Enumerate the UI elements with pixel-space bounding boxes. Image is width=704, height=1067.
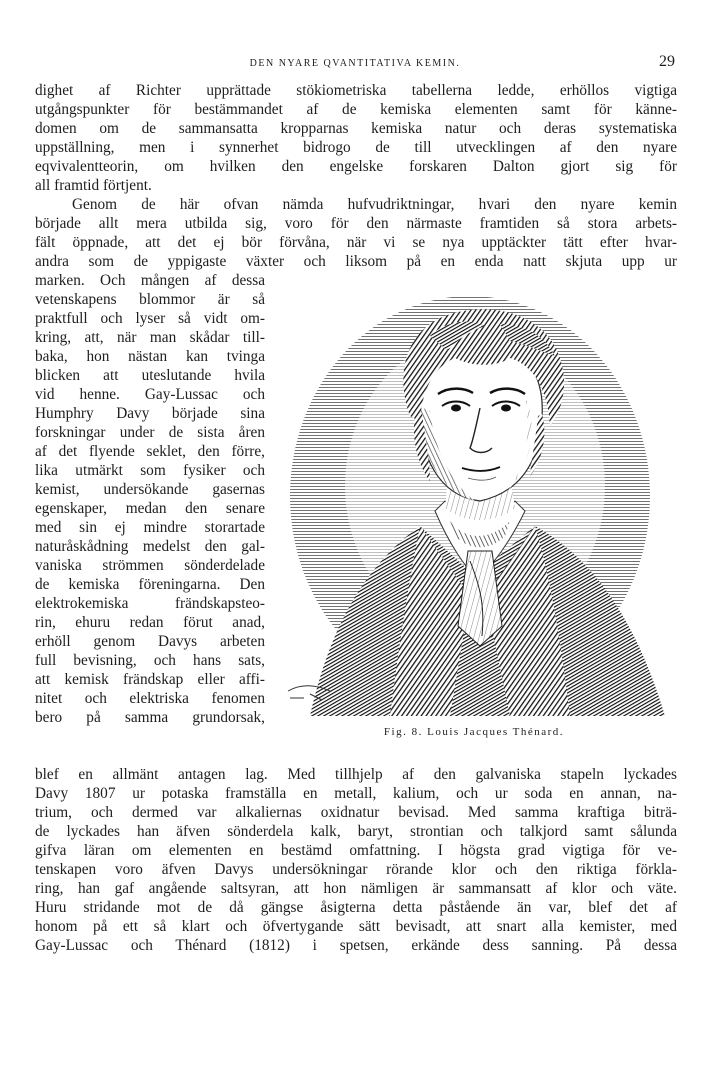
text-line: egenskaper, medan den senare (35, 500, 265, 517)
text-line: af det flyende seklet, den förre, (35, 443, 265, 460)
text-line: rin, ehuru redan förut anad, (35, 614, 265, 631)
text-line: lika utmärkt som fysiker och (35, 462, 265, 479)
text-line: fält öppnade, att det ej bör förvåna, när vi se nya upptäckter tätt efter hvar- (35, 234, 677, 251)
text-line: marken. Och mången af dessa (35, 272, 265, 289)
text-line: Huru stridande mot de då gängse åsigterna detta påstående än var, blef det af (35, 899, 677, 916)
page-number: 29 (659, 53, 675, 70)
text-line: började allt mera utbilda sig, voro för den närmaste framtiden så stora arbets- (35, 215, 677, 232)
text-line: kring, att, när man skådar till- (35, 329, 265, 346)
text-line: tenskapen voro äfven Davys undersökningar rörande klor och den riktiga förkla- (35, 861, 677, 878)
figure-caption: Fig. 8. Louis Jacques Thénard. (383, 726, 565, 738)
text-line: blicken att uteslutande hvila (35, 367, 265, 384)
text-line: blef en allmänt antagen lag. Med tillhjelp af den galvaniska stapeln lyckades (35, 766, 677, 783)
text-line: baka, hon nästan kan tvinga (35, 348, 265, 365)
text-line: gifva läran om elementen en bestämd omfattning. I högsta grad vigtiga för ve- (35, 842, 677, 859)
text-line: erhöll genom Davys arbeten (35, 633, 265, 650)
figure-portrait (270, 296, 678, 746)
text-line: att kemisk frändskap eller affi- (35, 671, 265, 688)
text-line: vaniska strömmen sönderdelade (35, 557, 265, 574)
text-line: Davy 1807 ur potaska framställa en metall, kalium, och ur soda en annan, na- (35, 785, 677, 802)
text-line: naturåskådning medelst den gal- (35, 538, 265, 555)
text-line: de lyckades han äfven sönderdela kalk, baryt, strontian och talkjord samt sålunda (35, 823, 677, 840)
page-header (35, 53, 675, 74)
text-line: eqvivalentteorin, om hvilken den engelske forskaren Dalton gjort sig för (35, 158, 677, 175)
text-line: praktfull och lyser så vidt om- (35, 310, 265, 327)
text-line: nitet och elektriska fenomen (35, 690, 265, 707)
text-line: dighet af Richter upprättade stökiometriska tabellerna ledde, erhöllos vigtiga (35, 82, 677, 99)
text-line: kemist, undersökande gasernas (35, 481, 265, 498)
text-line: utgångspunkter för bestämmandet af de kemiska elementen samt för känne- (35, 101, 677, 118)
text-line: forskningar under de sista åren (35, 424, 265, 441)
text-line: full bevisning, och hans sats, (35, 652, 265, 669)
text-line: all framtid förtjent. (35, 177, 152, 194)
text-line: Humphry Davy började sina (35, 405, 265, 422)
text-line: domen om de sammansatta kropparnas kemiska natur och deras systematiska (35, 120, 677, 137)
text-line: trium, och dermed var alkaliernas oxidnatur bevisad. Med samma kraftiga biträ- (35, 804, 677, 821)
text-line: uppställning, men i synnerhet bidrogo de till utvecklingen af den nyare (35, 139, 677, 156)
text-line: de kemiska föreningarna. Den (35, 576, 265, 593)
text-line: vid henne. Gay-Lussac och (35, 386, 265, 403)
text-line: med sin ej mindre storartade (35, 519, 265, 536)
text-line: bero på samma grundorsak, (35, 709, 265, 726)
text-line: honom på ett så klart och öfvertygande sätt bevisadt, att snart alla kemister, med (35, 918, 677, 935)
running-head: DEN NYARE QVANTITATIVA KEMIN. (249, 58, 461, 69)
text-line: vetenskapens blommor är så (35, 291, 265, 308)
text-line: ring, han gaf angående saltsyran, att hon nämligen är sammansatt af klor och väte. (35, 880, 677, 897)
portrait-engraving (270, 296, 678, 724)
text-line: elektrokemiska frändskapsteo- (35, 595, 265, 612)
text-line: Genom de här ofvan nämda hufvudriktningar, hvari den nyare kemin (72, 196, 677, 213)
text-line: Gay-Lussac och Thénard (1812) i spetsen, erkände dess sanning. På dessa (35, 937, 677, 954)
text-line: andra som de yppigaste växter och liksom på en enda natt skjuta upp ur (35, 253, 677, 270)
